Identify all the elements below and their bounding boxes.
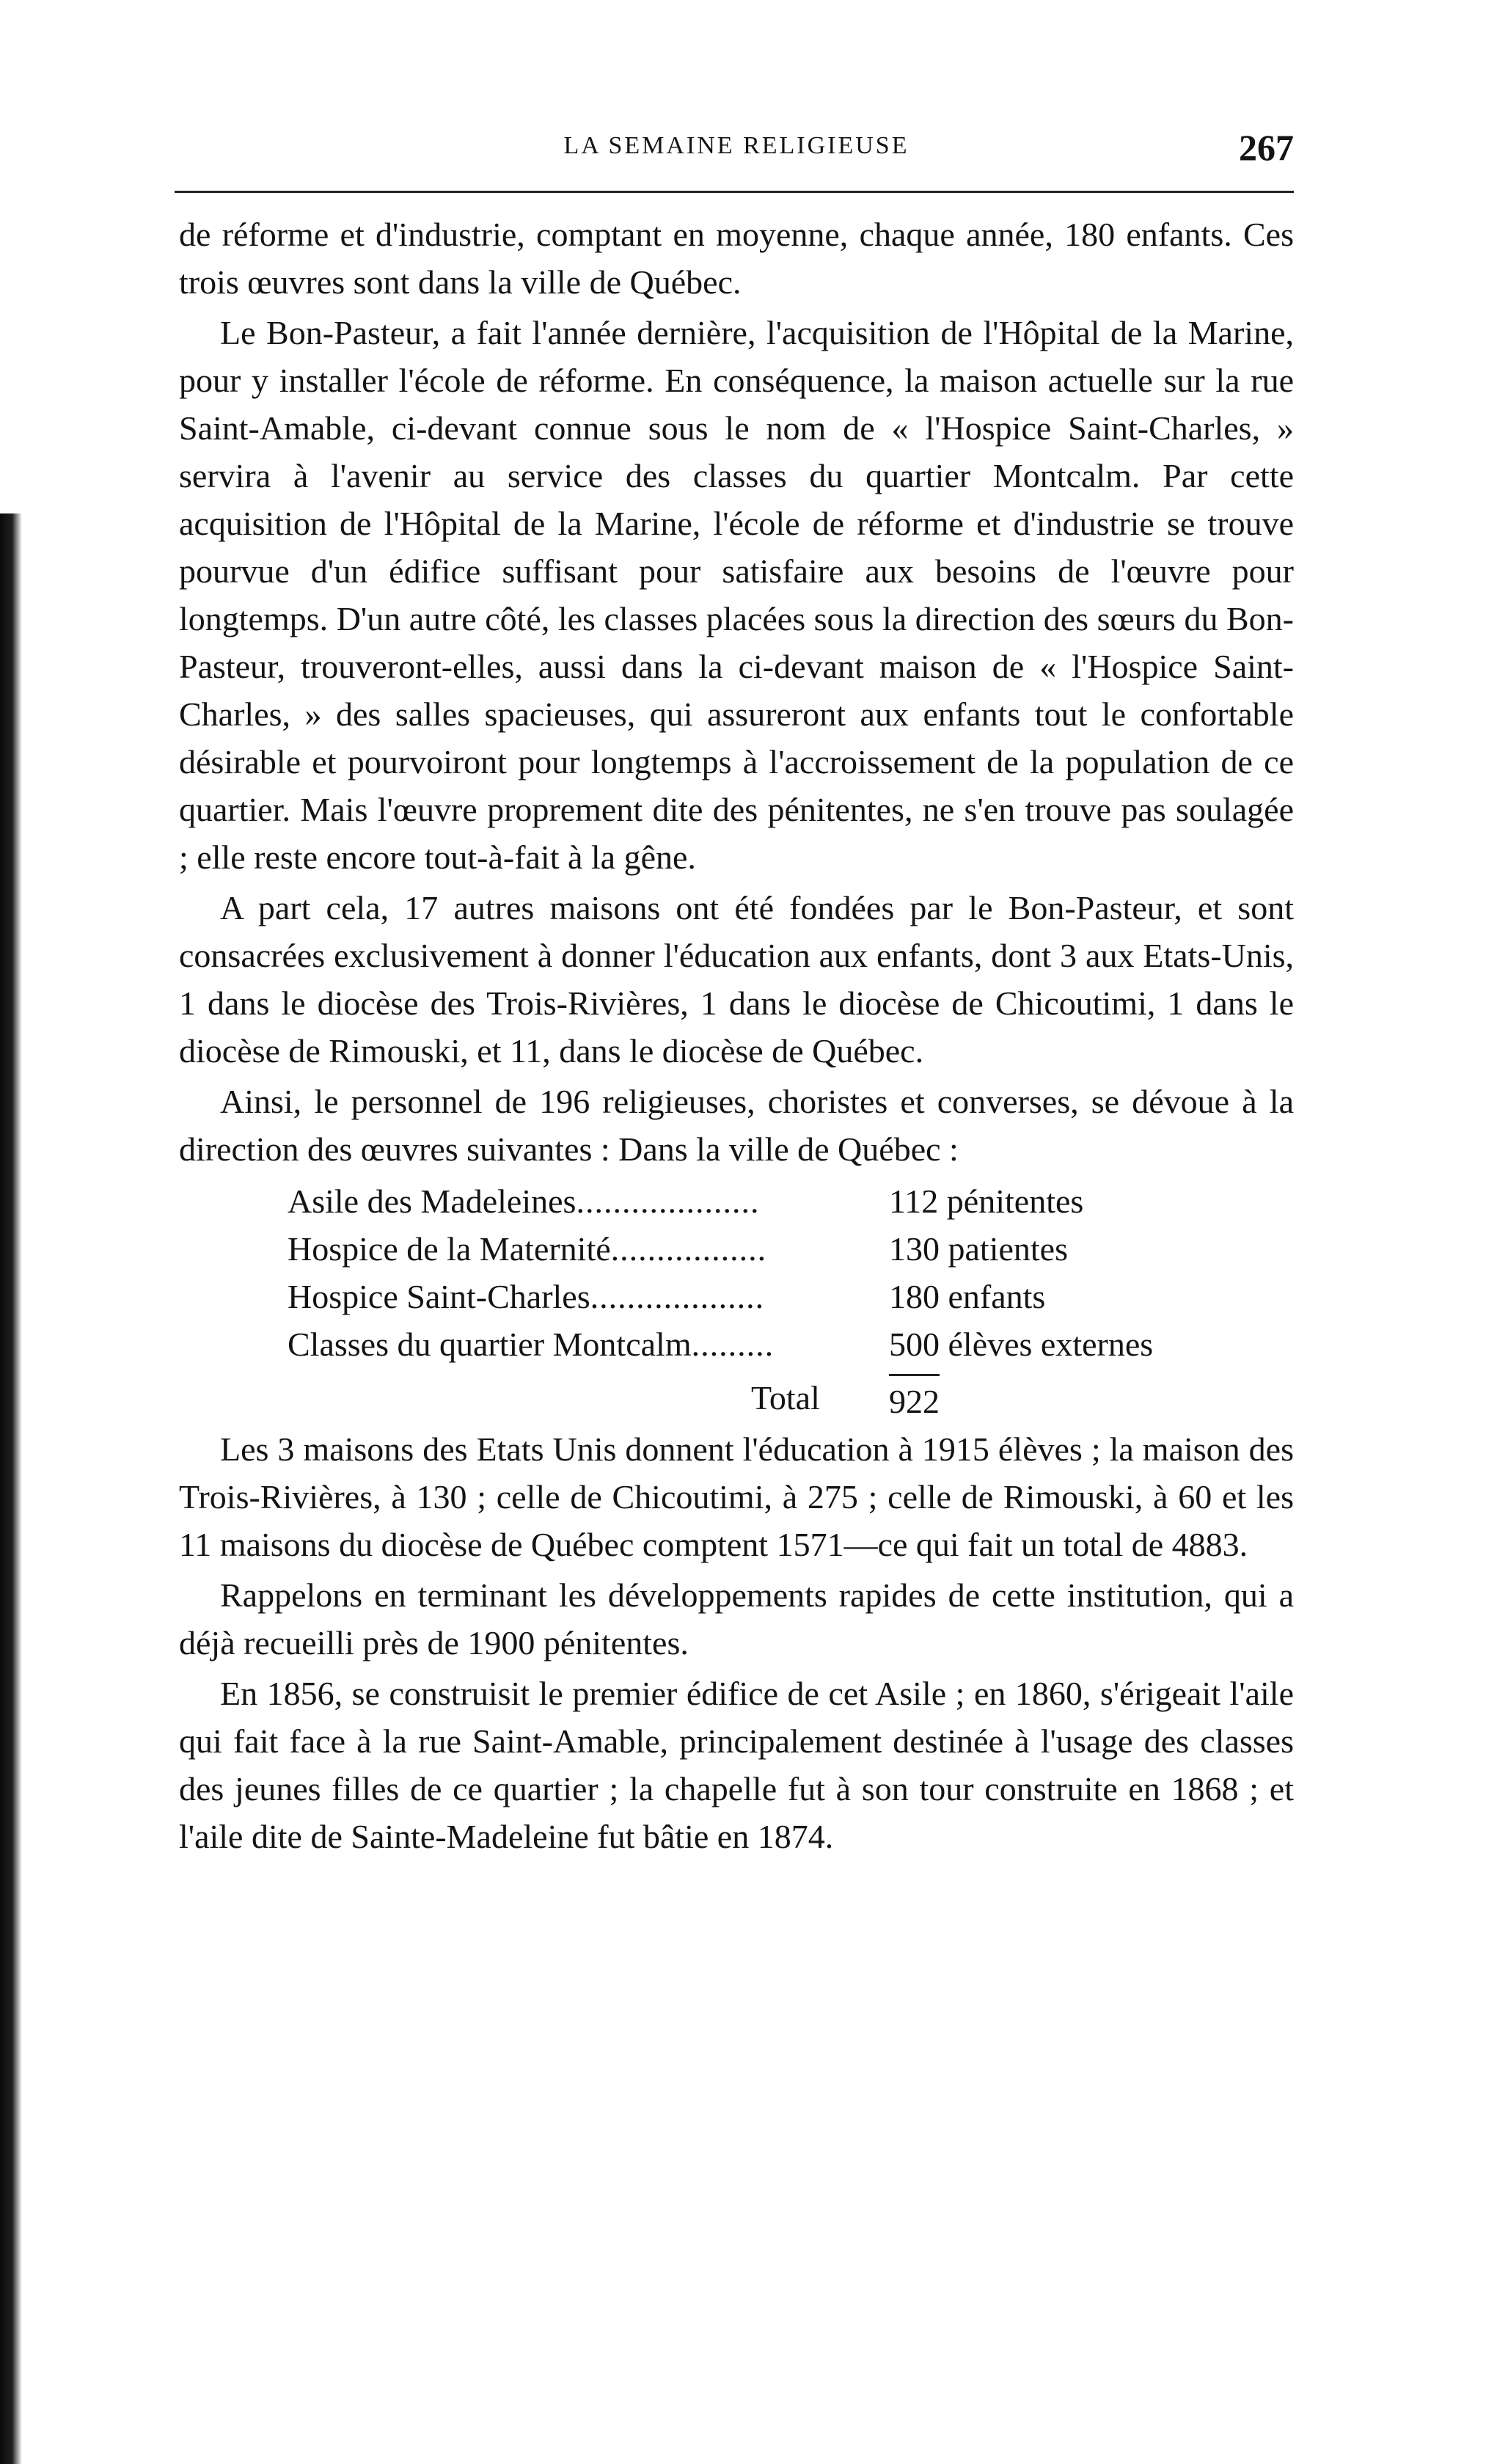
total-label: Total — [751, 1379, 820, 1416]
document-page — [179, 127, 1294, 1860]
institution-row — [288, 1225, 1294, 1273]
institution-count: 500 élèves externes — [889, 1326, 1154, 1363]
institution-row — [288, 1320, 1294, 1368]
paragraph-recall: Rappelons en terminant les développements rapides de cette institution, qui a déjà recueilli près de 1900 pénitentes. — [179, 1576, 1294, 1661]
institution-count: 112 pénitentes — [889, 1182, 1084, 1220]
institutions-table — [288, 1177, 1294, 1368]
total-row — [751, 1374, 1294, 1425]
body-text — [179, 211, 1294, 1860]
running-head — [179, 127, 1294, 191]
header-rule — [175, 191, 1294, 193]
institution-count: 130 patientes — [889, 1230, 1068, 1268]
institution-name: Classes du quartier Montcalm — [288, 1326, 692, 1363]
paragraph-personnel: Ainsi, le personnel de 196 religieuses, choristes et converses, se dévoue à la direction des œuvres suivantes : Dans la ville de Québec : — [179, 1083, 1294, 1168]
scan-binding-edge — [0, 513, 22, 2464]
paragraph-other-houses: A part cela, 17 autres maisons ont été fondées par le Bon-Pasteur, et sont consacrées exclusivement à donner l'éducation aux enfants, dont 3 aux Etats-Unis, 1 dans le diocèse des Trois-Rivières, 1 dans le diocèse de Chicoutimi, 1 dans le diocèse de Rimouski, et 11, dans le diocèse de Québec. — [179, 889, 1294, 1070]
institution-name: Asile des Madeleines — [288, 1182, 577, 1220]
institution-row — [288, 1273, 1294, 1320]
institution-count: 180 enfants — [889, 1278, 1046, 1315]
total-value: 922 — [889, 1374, 940, 1425]
paragraph-history: En 1856, se construisit le premier édifice de cet Asile ; en 1860, s'érigeait l'aile qui fait face à la rue Saint-Amable, principalement destinée à l'usage des classes des jeunes filles de ce quartier ; la chapelle fut à son tour construite en 1868 ; et l'aile dite de Sainte-Madeleine fut bâtie en 1874. — [179, 1675, 1294, 1855]
paragraph-acquisition: Le Bon-Pasteur, a fait l'année dernière, l'acquisition de l'Hôpital de la Marine, pour y installer l'école de réforme. En conséquence, la maison actuelle sur la rue Saint-Amable, ci-devant connue sous le nom de « l'Hospice Saint-Charles, » servira à l'avenir au service des classes du quartier Montcalm. Par cette acquisition de l'Hôpital de la Marine, l'école de réforme et d'industrie se trouve pourvue d'un édifice suffisant pour satisfaire aux besoins de l'œuvre pour longtemps. D'un autre côté, les classes placées sous la direction des sœurs du Bon-Pasteur, trouveront-elles, aussi dans la ci-devant maison de « l'Hospice Saint-Charles, » des salles spacieuses, qui assureront aux enfants tout le confortable désirable et pourvoiront pour longtemps à l'accroissement de la population de ce quartier. Mais l'œuvre proprement dite des pénitentes, ne s'en trouve pas soulagée ; elle reste encore tout-à-fait à la gêne. — [179, 314, 1294, 876]
institution-row — [288, 1177, 1294, 1225]
dot-leader: .................... — [576, 1182, 760, 1220]
page-number: 267 — [1239, 127, 1294, 168]
institution-name: Hospice de la Maternité — [288, 1230, 611, 1268]
dot-leader: ................. — [610, 1230, 767, 1268]
institution-name: Hospice Saint-Charles — [288, 1278, 590, 1315]
paragraph-totals: Les 3 maisons des Etats Unis donnent l'éducation à 1915 élèves ; la maison des Trois-Rivières, à 130 ; celle de Chicoutimi, à 275 ; celle de Rimouski, à 60 et les 11 maisons du diocèse de Québec comptent 1571—ce qui fait un total de 4883. — [179, 1430, 1294, 1563]
running-title: LA SEMAINE RELIGIEUSE — [563, 132, 909, 159]
dot-leader: ................... — [590, 1278, 765, 1315]
paragraph-continuation: de réforme et d'industrie, comptant en moyenne, chaque année, 180 enfants. Ces trois œuvres sont dans la ville de Québec. — [179, 216, 1294, 301]
dot-leader: ......... — [691, 1326, 775, 1363]
